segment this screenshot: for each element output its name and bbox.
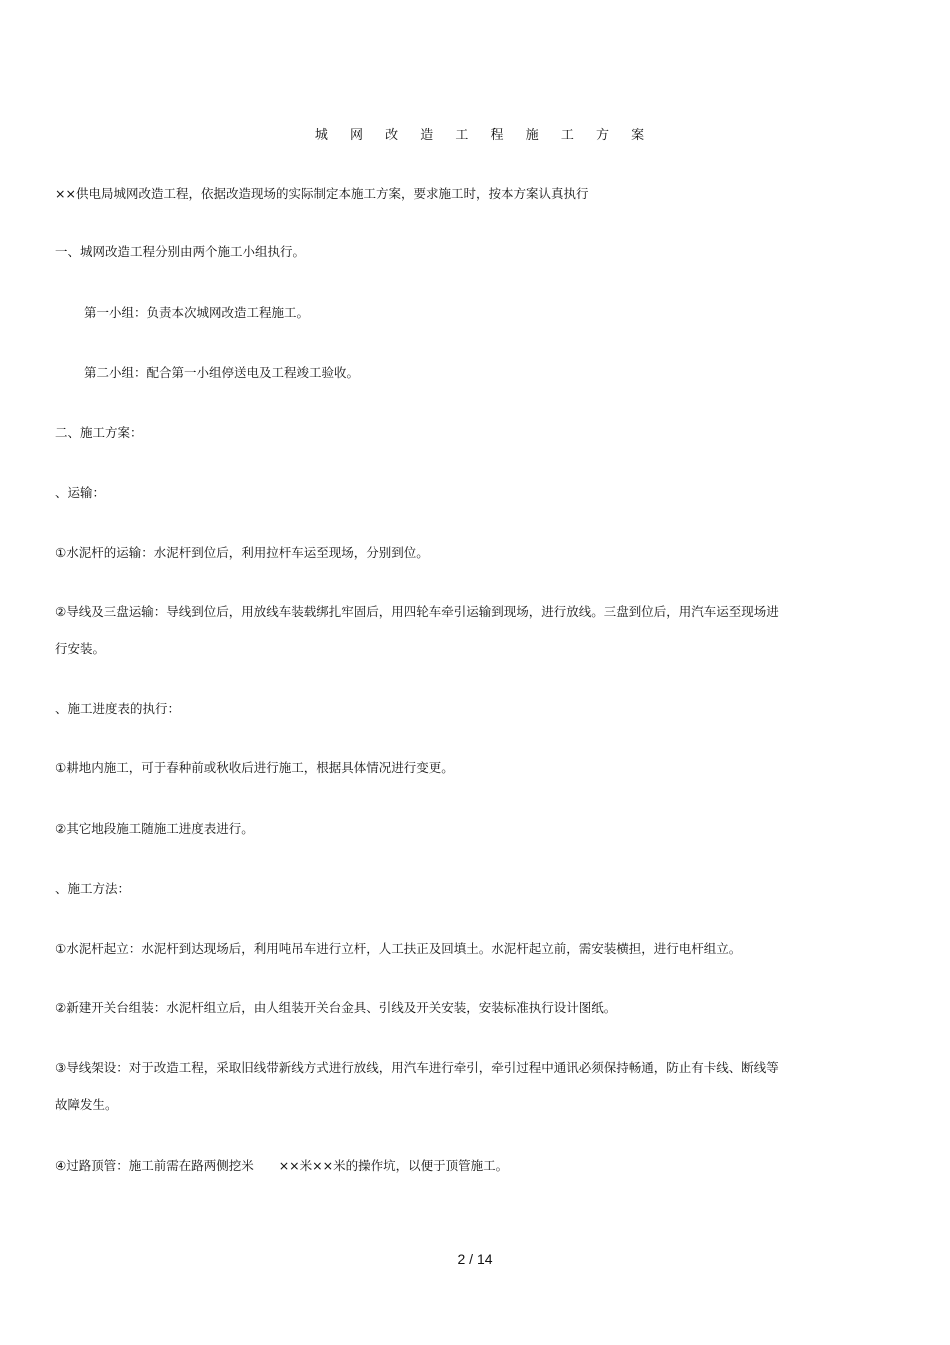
method-item-2: ②新建开关台组装：水泥杆组立后，由人组装开关台金具、引线及开关安装，安装标准执行设计图纸。	[55, 1000, 617, 1015]
method-heading: 、施工方法：	[55, 881, 131, 896]
section2-heading: 二、施工方案：	[55, 425, 143, 440]
schedule-item-1: ①耕地内施工，可于春种前或秋收后进行施工，根据具体情况进行变更。	[55, 760, 454, 775]
method-item-3-line-2: 故障发生。	[55, 1097, 118, 1112]
schedule-heading: 、施工进度表的执行：	[55, 701, 181, 716]
intro-paragraph: ××供电局城网改造工程，依据改造现场的实际制定本施工方案，要求施工时，按本方案认真执行	[55, 186, 589, 201]
document-title: 城 网 改 造 工 程 施 工 方 案	[314, 128, 654, 143]
transport-item-2-line-1: ②导线及三盘运输：导线到位后，用放线车装载绑扎牢固后，用四轮车牵引运输到现场，进行放线。三盘到位后，用汽车运至现场进	[55, 604, 779, 619]
group2-text: 第二小组：配合第一小组停送电及工程竣工验收。	[84, 365, 360, 380]
section1-heading: 一、城网改造工程分别由两个施工小组执行。	[55, 244, 306, 259]
group1-text: 第一小组：负责本次城网改造工程施工。	[84, 305, 310, 320]
method-item-3-line-1: ③导线架设：对于改造工程，采取旧线带新线方式进行放线，用汽车进行牵引，牵引过程中通讯必须保持畅通，防止有卡线、断线等	[55, 1060, 779, 1075]
transport-item-1: ①水泥杆的运输：水泥杆到位后，利用拉杆车运至现场，分别到位。	[55, 545, 429, 560]
transport-heading: 、运输：	[55, 485, 106, 500]
transport-item-2-line-2: 行安装。	[55, 641, 106, 656]
method-item-1: ①水泥杆起立：水泥杆到达现场后，利用吨吊车进行立杆，人工扶正及回填土。水泥杆起立前，需安装横担，进行电杆组立。	[55, 941, 742, 956]
schedule-item-2: ②其它地段施工随施工进度表进行。	[55, 821, 254, 836]
page-indicator: 2 / 14	[457, 1251, 493, 1267]
method-item-4: ④过路顶管：施工前需在路两侧挖米 ××米××米的操作坑，以便于顶管施工。	[55, 1158, 509, 1173]
